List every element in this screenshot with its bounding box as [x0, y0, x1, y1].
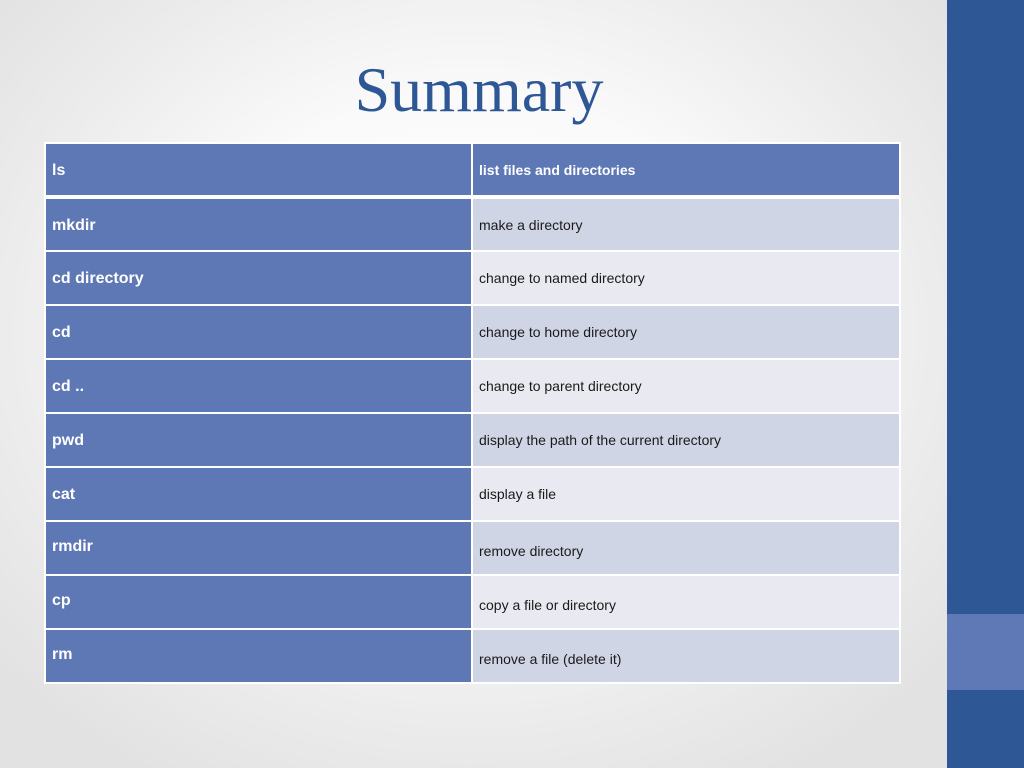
description-cell: change to named directory	[472, 251, 900, 305]
description-cell: make a directory	[472, 197, 900, 251]
command-cell: ls	[45, 143, 472, 197]
table-row	[45, 143, 900, 197]
table-row	[45, 305, 900, 359]
description-cell: change to parent directory	[472, 359, 900, 413]
description-cell: display the path of the current directory	[472, 413, 900, 467]
command-cell: cd directory	[45, 251, 472, 305]
command-cell: cd ..	[45, 359, 472, 413]
table-row	[45, 413, 900, 467]
command-summary-table	[44, 142, 901, 684]
side-decoration-accent	[947, 614, 1024, 690]
command-cell: rm	[45, 629, 472, 683]
description-cell: remove directory	[472, 521, 900, 575]
table-row	[45, 629, 900, 683]
description-cell: remove a file (delete it)	[472, 629, 900, 683]
command-cell: mkdir	[45, 197, 472, 251]
table-row	[45, 197, 900, 251]
command-cell: cat	[45, 467, 472, 521]
description-cell: copy a file or directory	[472, 575, 900, 629]
description-cell: change to home directory	[472, 305, 900, 359]
command-cell: cp	[45, 575, 472, 629]
command-cell: pwd	[45, 413, 472, 467]
table-row	[45, 359, 900, 413]
table-row	[45, 251, 900, 305]
command-cell: cd	[45, 305, 472, 359]
table-row	[45, 521, 900, 575]
description-cell: display a file	[472, 467, 900, 521]
table-row	[45, 575, 900, 629]
slide-title: Summary	[354, 54, 604, 125]
table-row	[45, 467, 900, 521]
command-cell: rmdir	[45, 521, 472, 575]
description-cell: list files and directories	[472, 143, 900, 197]
